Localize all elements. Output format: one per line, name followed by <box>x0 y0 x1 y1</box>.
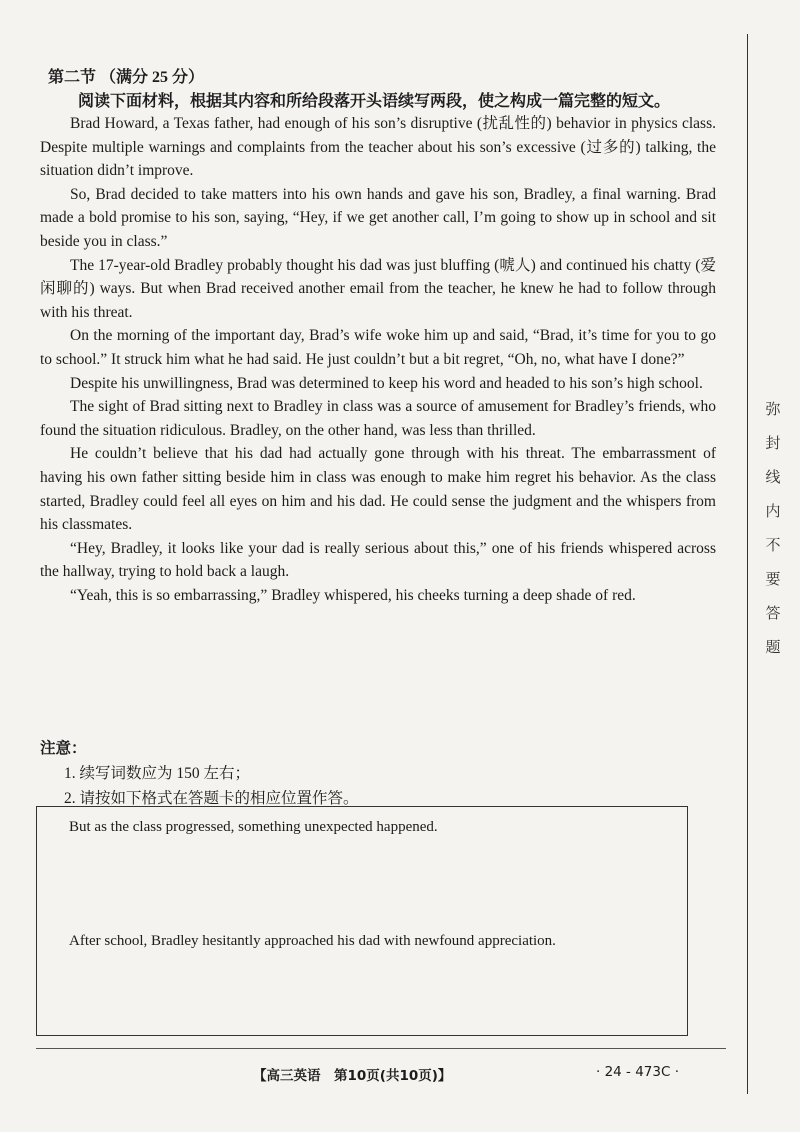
seal-line <box>747 34 748 1094</box>
seal-char: 不 <box>765 536 781 554</box>
seal-warning-text <box>762 392 784 664</box>
seal-char: 弥 <box>765 400 781 418</box>
notes-section <box>40 736 359 811</box>
reading-passage <box>40 112 716 607</box>
seal-char: 答 <box>765 604 781 622</box>
passage-paragraph: The 17-year-old Bradley probably thought his dad was just bluffing (唬人) and continued his chatty (爱闲聊的) ways. But when Brad received another email from the teacher, he knew he had to follow through with his threat. <box>40 256 716 321</box>
note-item: 2. 请按如下格式在答题卡的相应位置作答。 <box>64 790 359 807</box>
section-title: 第二节 （满分 25 分） <box>48 69 205 86</box>
paragraph-2-opening: After school, Bradley hesitantly approached his dad with newfound appreciation. <box>69 933 556 949</box>
note-item: 1. 续写词数应为 150 左右； <box>64 765 251 782</box>
seal-char: 内 <box>765 502 781 520</box>
passage-paragraph: Despite his unwillingness, Brad was determined to keep his word and headed to his son’s high school. <box>70 374 703 392</box>
passage-paragraph: He couldn’t believe that his dad had actually gone through with his threat. The embarrassment of having his own father sitting beside him in class was enough to make him regret his behavior. As the class started, Bradley could feel all eyes on him and his dad. He could sense the judgment and the whispers from his classmates. <box>40 445 716 534</box>
footer-page-label: 【高三英语 第10页(共10页)】 <box>253 1068 452 1084</box>
passage-paragraph: “Hey, Bradley, it looks like your dad is really serious about this,” one of his friends whispered across the hallway, trying to hold back a laugh. <box>40 539 716 581</box>
answer-box <box>36 806 688 1036</box>
notes-heading: 注意： <box>40 740 87 757</box>
section-instruction: 阅读下面材料，根据其内容和所给段落开头语续写两段，使之构成一篇完整的短文。 <box>78 93 671 110</box>
passage-paragraph: On the morning of the important day, Brad’s wife woke him up and said, “Brad, it’s time for you to go to school.” It struck him what he had said. He just couldn’t but a bit regret, “Oh, no, what have I done?” <box>40 327 716 368</box>
footer-divider <box>36 1048 726 1049</box>
passage-paragraph: Brad Howard, a Texas father, had enough of his son’s disruptive (扰乱性的) behavior in physics class. Despite multiple warnings and complaints from the teacher about his son’s excessive (过多的) talking, the situation didn’t improve. <box>40 115 716 180</box>
seal-char: 封 <box>765 434 781 452</box>
footer-exam-code: · 24 - 473C · <box>596 1064 679 1080</box>
passage-paragraph: “Yeah, this is so embarrassing,” Bradley whispered, his cheeks turning a deep shade of red. <box>70 586 636 604</box>
seal-char: 要 <box>765 570 781 588</box>
paragraph-1-opening: But as the class progressed, something unexpected happened. <box>69 819 438 835</box>
seal-char: 题 <box>765 638 781 656</box>
passage-paragraph: The sight of Brad sitting next to Bradley in class was a source of amusement for Bradley’s friends, who found the situation ridiculous. Bradley, on the other hand, was less than thrilled. <box>40 398 716 439</box>
seal-char: 线 <box>765 468 781 486</box>
passage-paragraph: So, Brad decided to take matters into his own hands and gave his son, Bradley, a final warning. Brad made a bold promise to his son, saying, “Hey, if we get another call, I’m going to show up in school and sit beside you in class.” <box>40 185 716 250</box>
